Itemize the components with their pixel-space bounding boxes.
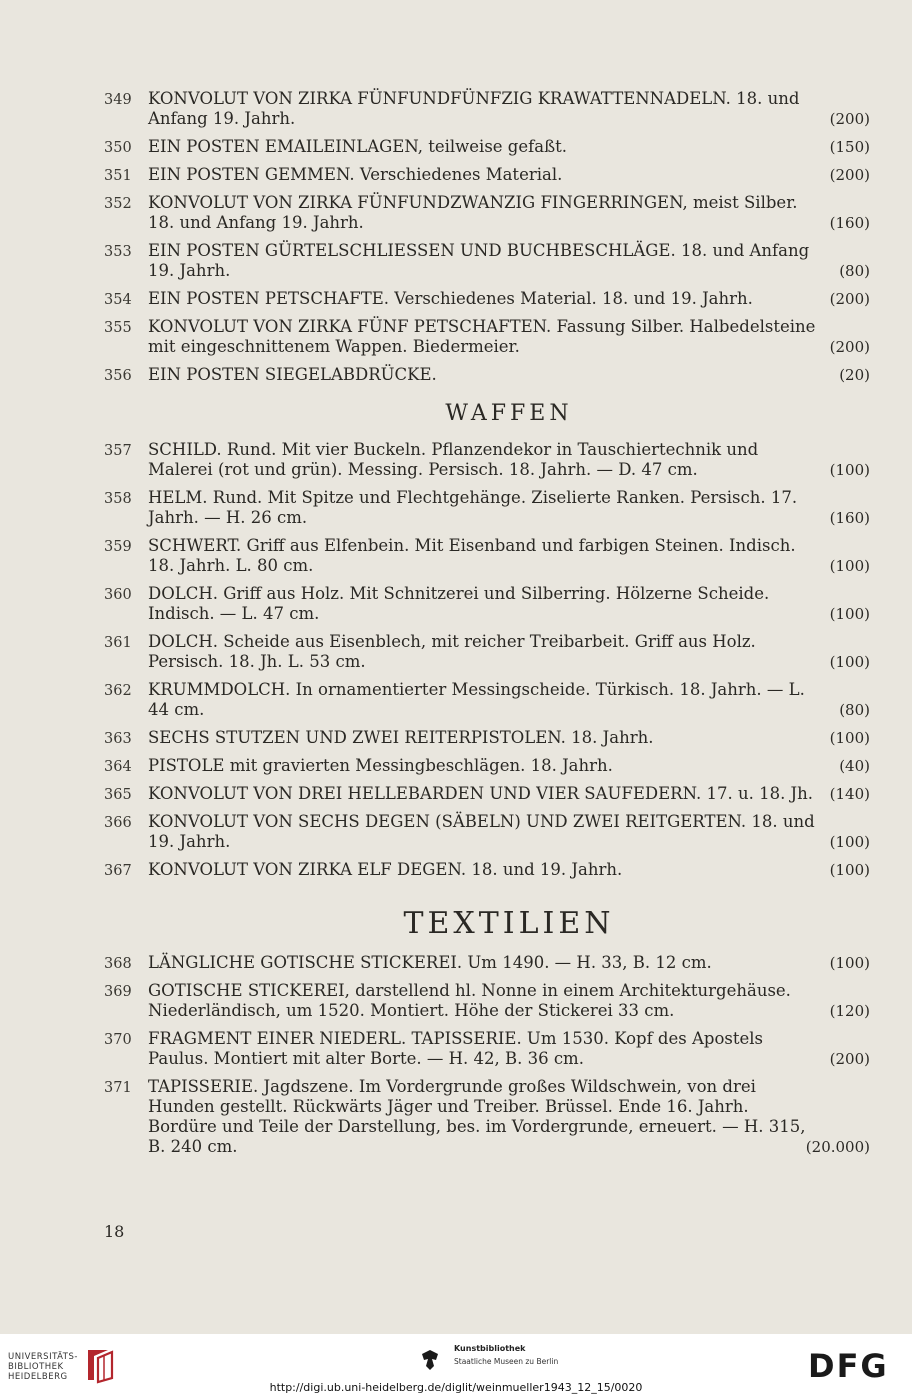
- lot-price: (100): [829, 729, 870, 747]
- lot-price: (100): [829, 605, 870, 623]
- lot-description: DOLCH. Scheide aus Eisenblech, mit reicher Treibarbeit. Griff aus Holz. Persisch. 18. Jh. L. 53 cm.: [148, 632, 756, 671]
- ub-line-1: UNIVERSITÄTS-: [8, 1352, 78, 1362]
- catalog-entry: [104, 584, 870, 624]
- lot-description: HELM. Rund. Mit Spitze und Flechtgehänge. Ziselierte Ranken. Persisch. 17. Jahrh. — H. 26 cm.: [148, 488, 798, 527]
- catalog-entry: [104, 728, 870, 748]
- eagle-icon: [418, 1346, 442, 1374]
- lot-description: EIN POSTEN GÜRTELSCHLIESSEN UND BUCHBESCHLÄGE. 18. und Anfang 19. Jahrh.: [148, 241, 810, 280]
- catalog-entry: [104, 289, 870, 309]
- catalog-entry: [104, 165, 870, 185]
- lot-price: (100): [829, 833, 870, 851]
- lot-price: (120): [829, 1002, 870, 1020]
- lot-price: (80): [839, 701, 870, 719]
- section2-list: [104, 440, 870, 880]
- lot-description: LÄNGLICHE GOTISCHE STICKEREI. Um 1490. — H. 33, B. 12 cm.: [148, 953, 712, 972]
- catalog-entry: [104, 241, 870, 281]
- catalog-entry: [104, 812, 870, 852]
- lot-price: (80): [839, 262, 870, 280]
- lot-description: KONVOLUT VON SECHS DEGEN (SÄBELN) UND ZWEI REITGERTEN. 18. und 19. Jahrh.: [148, 812, 815, 851]
- lot-description: EIN POSTEN SIEGELABDRÜCKE.: [148, 365, 437, 384]
- lot-number: 362: [104, 683, 132, 699]
- section-heading-textilien: TEXTILIEN: [403, 906, 615, 941]
- lot-number: 369: [104, 984, 132, 1000]
- lot-description: GOTISCHE STICKEREI, darstellend hl. Nonne in einem Architekturgehäuse. Niederländisch, um 1520. Montiert. Höhe der Stickerei 33 cm.: [148, 981, 791, 1020]
- lot-description: KRUMMDOLCH. In ornamentierter Messingscheide. Türkisch. 18. Jahrh. — L. 44 cm.: [148, 680, 805, 719]
- catalog-entry: [104, 981, 870, 1021]
- catalog-entry: [104, 953, 870, 973]
- lot-price: (140): [829, 785, 870, 803]
- lot-description: SCHILD. Rund. Mit vier Buckeln. Pflanzendekor in Tauschiertechnik und Malerei (rot und grün). Messing. Persisch. 18. Jahrh. — D. 47 cm.: [148, 440, 759, 479]
- catalog-entry: [104, 365, 870, 385]
- lot-price: (20): [839, 366, 870, 384]
- lot-number: 368: [104, 956, 132, 972]
- lot-description: KONVOLUT VON DREI HELLEBARDEN UND VIER SAUFEDERN. 17. u. 18. Jh.: [148, 784, 814, 803]
- lot-price: (160): [829, 214, 870, 232]
- catalog-entry: [104, 193, 870, 233]
- lot-description: PISTOLE mit gravierten Messingbeschlägen. 18. Jahrh.: [148, 756, 613, 775]
- page-number: 18: [104, 1222, 125, 1241]
- lot-description: EIN POSTEN EMAILEINLAGEN, teilweise gefaßt.: [148, 137, 567, 156]
- lot-price: (200): [829, 166, 870, 184]
- lot-number: 350: [104, 140, 132, 156]
- lot-price: (100): [829, 461, 870, 479]
- lot-number: 355: [104, 320, 132, 336]
- kunstbibliothek-subtitle: Staatliche Museen zu Berlin: [454, 1357, 559, 1366]
- catalog-entry: [104, 680, 870, 720]
- lot-number: 366: [104, 815, 132, 831]
- lot-description: FRAGMENT EINER NIEDERL. TAPISSERIE. Um 1530. Kopf des Apostels Paulus. Montiert mit alter Borte. — H. 42, B. 36 cm.: [148, 1029, 763, 1068]
- catalog-entry: [104, 860, 870, 880]
- catalog-entry: [104, 1029, 870, 1069]
- lot-price: (100): [829, 954, 870, 972]
- catalog-entry: [104, 137, 870, 157]
- lot-number: 365: [104, 787, 132, 803]
- lot-description: EIN POSTEN GEMMEN. Verschiedenes Material.: [148, 165, 563, 184]
- lot-description: KONVOLUT VON ZIRKA FÜNF PETSCHAFTEN. Fassung Silber. Halbedelsteine mit eingeschnittenem Wappen. Biedermeier.: [148, 317, 816, 356]
- catalog-entry: [104, 536, 870, 576]
- lot-price: (200): [829, 1050, 870, 1068]
- ub-heidelberg-logo[interactable]: [8, 1340, 128, 1384]
- catalog-entry: [104, 1077, 870, 1157]
- catalog-entry: [104, 632, 870, 672]
- lot-number: 357: [104, 443, 132, 459]
- lot-price: (100): [829, 557, 870, 575]
- catalog-entry: [104, 440, 870, 480]
- lot-number: 367: [104, 863, 132, 879]
- source-url[interactable]: http://digi.ub.uni-heidelberg.de/diglit/weinmueller1943_12_15/0020: [269, 1381, 643, 1394]
- ub-line-3: HEIDELBERG: [8, 1372, 68, 1382]
- ub-logo-text: [8, 1352, 78, 1382]
- section3-list: [104, 953, 870, 1157]
- lot-description: KONVOLUT VON ZIRKA FÜNFUNDZWANZIG FINGERRINGEN, meist Silber. 18. und Anfang 19. Jahrh.: [148, 193, 798, 232]
- lot-price: (150): [829, 138, 870, 156]
- kunstbibliothek-logo[interactable]: [418, 1344, 578, 1384]
- lot-number: 354: [104, 292, 132, 308]
- lot-description: KONVOLUT VON ZIRKA FÜNFUNDFÜNFZIG KRAWATTENNADELN. 18. und Anfang 19. Jahrh.: [148, 89, 800, 128]
- catalog-entry: [104, 317, 870, 357]
- ub-emblem-icon: [82, 1344, 120, 1384]
- ub-line-2: BIBLIOTHEK: [8, 1362, 64, 1372]
- lot-price: (20.000): [805, 1138, 870, 1156]
- lot-price: (200): [829, 290, 870, 308]
- lot-price: (40): [839, 757, 870, 775]
- section1-list: [104, 89, 870, 385]
- catalog-entry: [104, 784, 870, 804]
- lot-description: DOLCH. Griff aus Holz. Mit Schnitzerei und Silberring. Hölzerne Scheide. Indisch. — L. 47 cm.: [148, 584, 770, 623]
- lot-price: (100): [829, 861, 870, 879]
- lot-price: (200): [829, 110, 870, 128]
- lot-number: 364: [104, 759, 132, 775]
- lot-number: 371: [104, 1080, 132, 1096]
- catalog-content: [104, 89, 870, 1165]
- lot-number: 361: [104, 635, 132, 651]
- catalog-entry: [104, 756, 870, 776]
- lot-price: (100): [829, 653, 870, 671]
- lot-number: 356: [104, 368, 132, 384]
- lot-number: 351: [104, 168, 132, 184]
- lot-number: 359: [104, 539, 132, 555]
- lot-description: SCHWERT. Griff aus Elfenbein. Mit Eisenband und farbigen Steinen. Indisch. 18. Jahrh. L. 80 cm.: [148, 536, 796, 575]
- lot-description: SECHS STUTZEN UND ZWEI REITERPISTOLEN. 18. Jahrh.: [148, 728, 654, 747]
- lot-number: 360: [104, 587, 132, 603]
- lot-number: 353: [104, 244, 132, 260]
- section-heading-waffen: WAFFEN: [445, 401, 573, 426]
- lot-description: TAPISSERIE. Jagdszene. Im Vordergrunde großes Wildschwein, von drei Hunden gestellt. Rückwärts Jäger und Treiber. Brüssel. Ende 16. Jahrh. Bordüre und Teile der Darstellung, bes. im Vordergrunde, erneuert. — H. 315, B. 240 cm.: [148, 1077, 806, 1156]
- kunstbibliothek-name: Kunstbibliothek: [454, 1344, 526, 1353]
- lot-number: 358: [104, 491, 132, 507]
- lot-number: 352: [104, 196, 132, 212]
- lot-description: KONVOLUT VON ZIRKA ELF DEGEN. 18. und 19. Jahrh.: [148, 860, 623, 879]
- lot-description: EIN POSTEN PETSCHAFTE. Verschiedenes Material. 18. und 19. Jahrh.: [148, 289, 753, 308]
- lot-price: (200): [829, 338, 870, 356]
- catalog-entry: [104, 488, 870, 528]
- lot-number: 363: [104, 731, 132, 747]
- lot-number: 349: [104, 92, 132, 108]
- lot-price: (160): [829, 509, 870, 527]
- lot-number: 370: [104, 1032, 132, 1048]
- dfg-logo[interactable]: DFG: [808, 1347, 889, 1385]
- catalog-entry: [104, 89, 870, 129]
